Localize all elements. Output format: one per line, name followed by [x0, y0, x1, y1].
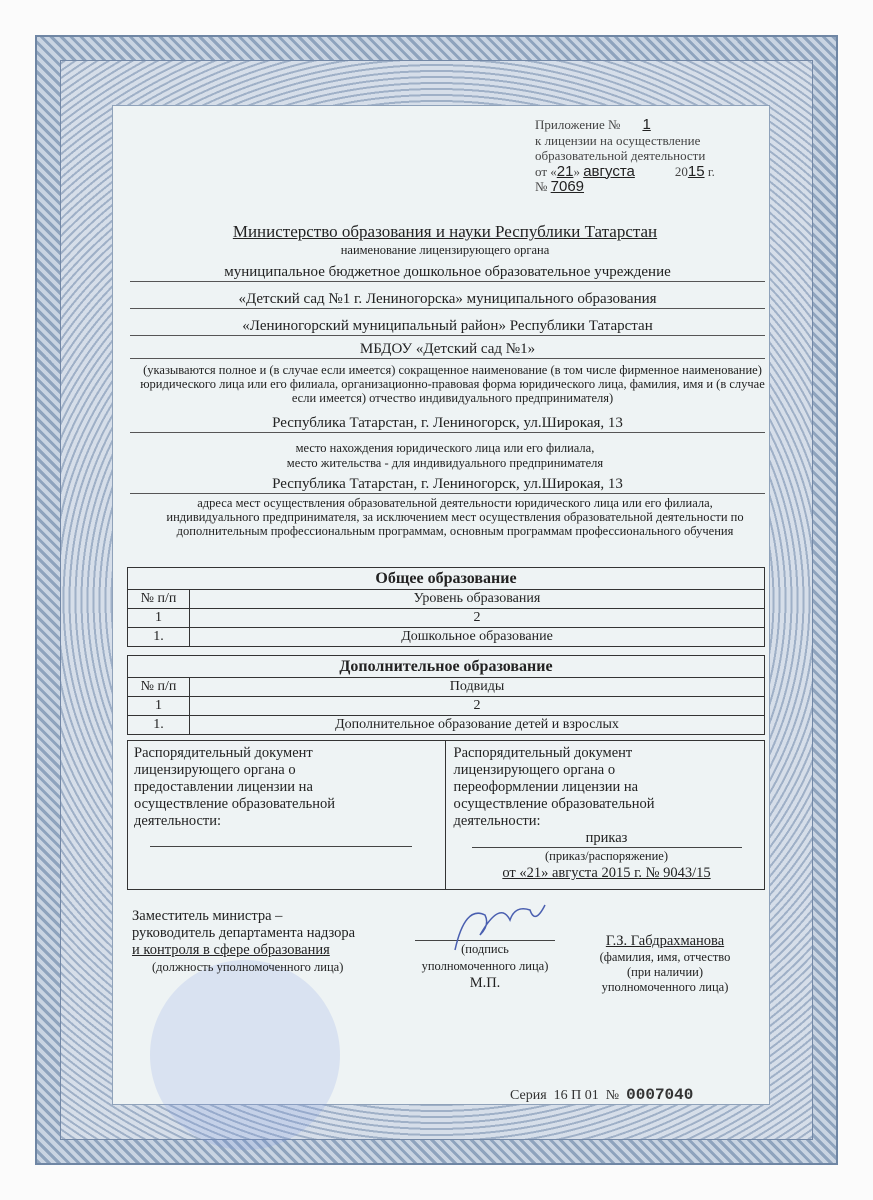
table-row — [128, 716, 765, 735]
appendix-block — [535, 117, 715, 195]
year: 15 — [687, 162, 705, 180]
seal-stamp — [150, 960, 340, 1150]
name-caption: (при наличии) — [626, 965, 704, 979]
appendix-label: Приложение № — [535, 117, 621, 132]
org-caption: (указываются полное и (в случае если имеется) сокращенное наименование (в том числе фирменное наименование) юридического лица или его филиала, организационно-правовая форма юридического лица, фамилия, имя и (в случае если имеется) отчество индивидуального предпринимателя) — [140, 363, 765, 405]
org-line-1: муниципальное бюджетное дошкольное образовательное учреждение — [130, 264, 765, 282]
administrative-documents — [127, 740, 765, 890]
position-line: Заместитель министра – — [132, 908, 283, 924]
row-value: Дошкольное образование — [190, 628, 765, 647]
blank-number: 0007040 — [626, 1086, 694, 1104]
col-index: 1 — [128, 609, 190, 628]
row-number: 1. — [128, 716, 190, 735]
grant-document — [128, 741, 445, 889]
additional-education-table — [127, 655, 765, 735]
appendix-line3: образовательной деятельности — [535, 148, 706, 163]
sign-caption: (подпись — [415, 940, 555, 958]
org-line-2: «Детский сад №1 г. Лениногорска» муниципального образования — [130, 291, 765, 309]
signer-name: Г.З. Габдрахманова — [605, 933, 725, 949]
appendix-number: 1 — [642, 116, 651, 133]
position-line: и контроля в сфере образования — [132, 942, 330, 958]
position-caption: (должность уполномоченного лица) — [152, 960, 344, 974]
document-type: приказ — [472, 830, 742, 848]
name-caption: уполномоченного лица) — [601, 980, 729, 994]
name-caption: (фамилия, имя, отчество — [599, 950, 731, 964]
row-value: Дополнительное образование детей и взрослых — [190, 716, 765, 735]
signature-block — [400, 925, 570, 992]
document-date-number: от «21» августа 2015 г. № 9043/15 — [502, 865, 711, 881]
location-caption-2: место жительства - для индивидуального предпринимателя — [286, 456, 604, 470]
authority-caption: наименование лицензирующего органа — [340, 243, 550, 257]
quote: » — [573, 163, 580, 179]
signer-position — [132, 908, 355, 976]
from-label: от « — [535, 163, 557, 179]
reissue-document-text: Распорядительный документ лицензирующего органа о переоформлении лицензии на осуществление образовательной деятельности: — [453, 745, 655, 829]
authority-name: Министерство образования и науки Республики Татарстан — [232, 222, 658, 241]
series-label: Серия — [510, 1088, 547, 1103]
license-number: 7069 — [550, 178, 585, 195]
reissue-document — [445, 741, 765, 889]
year-prefix: 20 — [674, 163, 688, 179]
location-value: Республика Татарстан, г. Лениногорск, ул.Широкая, 13 — [130, 415, 765, 433]
position-line: руководитель департамента надзора — [132, 925, 356, 941]
series-number — [510, 1086, 693, 1104]
blank-line — [150, 846, 412, 847]
org-line-3: «Лениногорский муниципальный район» Республики Татарстан — [130, 318, 765, 336]
month: августа — [583, 162, 635, 180]
document-type-caption: (приказ/распоряжение) — [544, 849, 669, 863]
col-index: 2 — [190, 697, 765, 716]
table-title: Общее образование — [128, 568, 765, 590]
table-row — [128, 628, 765, 647]
handwritten-signature — [435, 895, 555, 955]
col-header: № п/п — [128, 678, 190, 697]
location-caption-1: место нахождения юридического лица или его филиала, — [295, 441, 595, 455]
org-short-name: МБДОУ «Детский сад №1» — [130, 341, 765, 359]
row-number: 1. — [128, 628, 190, 647]
col-header: Уровень образования — [190, 590, 765, 609]
col-index: 1 — [128, 697, 190, 716]
day: 21 — [556, 162, 574, 180]
seal-place-label: М.П. — [469, 975, 501, 991]
grant-document-text: Распорядительный документ лицензирующего органа о предоставлении лицензии на осуществление образовательной деятельности: — [134, 745, 336, 829]
activity-address-value: Республика Татарстан, г. Лениногорск, ул.Широкая, 13 — [130, 476, 765, 494]
number-label: № — [605, 1088, 620, 1103]
col-index: 2 — [190, 609, 765, 628]
signer-name-block — [585, 933, 745, 995]
table-title: Дополнительное образование — [128, 656, 765, 678]
sign-caption: уполномоченного лица) — [421, 959, 549, 973]
year-suffix: г. — [707, 163, 715, 179]
general-education-table — [127, 567, 765, 647]
col-header: Подвиды — [190, 678, 765, 697]
series-value: 16 П 01 — [553, 1088, 599, 1103]
appendix-line2: к лицензии на осуществление — [535, 132, 701, 148]
no-label: № — [535, 179, 548, 194]
col-header: № п/п — [128, 590, 190, 609]
activity-address-caption: адреса мест осуществления образовательной деятельности юридического лица или его филиала, индивидуального предпринимателя, за исключением мест осуществления образовательной деятельности по дополнительным профессиональным программам, основным программам профессионального обучения — [166, 496, 744, 538]
